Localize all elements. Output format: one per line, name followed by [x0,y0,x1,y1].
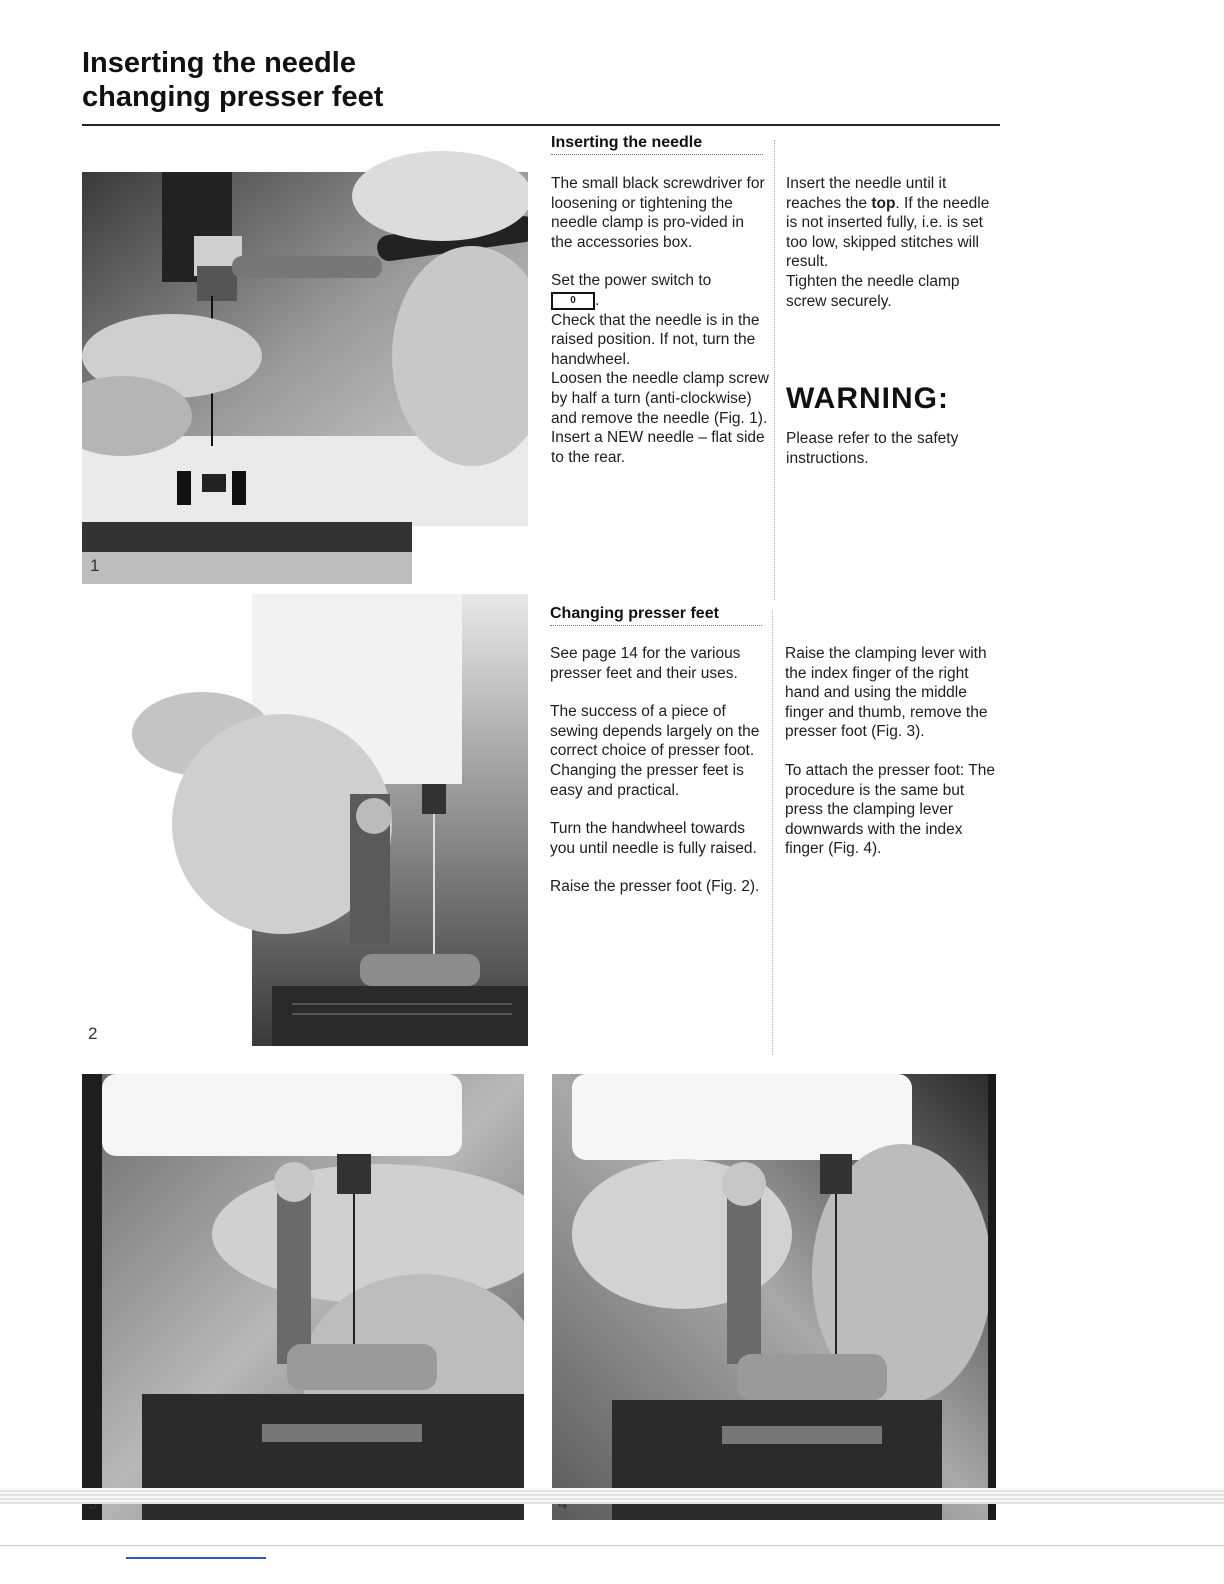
feet-paragraph-clamping-lever: Raise the clamping lever with the index finger of the right hand and using the middle finger and thumb, remove the presser foot (Fig. 3). [785,645,988,741]
needle-paragraph-power-switch [551,271,769,291]
figure-1-number: 1 [90,556,100,575]
page-title-line-1: Inserting the needle [82,47,356,79]
needle-paragraph-check-position: Check that the needle is in the raised position. If not, turn the handwheel. [551,311,760,368]
insert-top-pre: Insert the needle until it reaches the [786,175,947,212]
section-needle-heading: Inserting the needle [551,134,763,155]
feet-paragraph-attach: To attach the presser foot: The procedure is the same but press the clamping lever downwards with the index finger (Fig. 4). [785,761,995,858]
needle-paragraph-tighten: Tighten the needle clamp screw securely. [786,272,960,310]
bottom-rule [0,1545,1224,1546]
feet-paragraph-easy: Changing the presser feet is easy and practical. [550,761,744,799]
warning-heading: WARNING: [786,382,949,415]
feet-right-column [785,644,999,859]
column-divider-top [774,140,775,600]
section-feet-heading: Changing presser feet [550,605,762,626]
needle-paragraph-insert-new: Insert a NEW needle – flat side to the rear. [551,429,765,466]
page-title [82,46,383,114]
figure-3-photo [82,1074,524,1520]
feet-paragraph-see-page: See page 14 for the various presser feet and their uses. [550,645,741,682]
bottom-scan-band [0,1488,1224,1504]
column-divider-bottom [772,610,773,1055]
needle-switch-symbol-line: 0 . [551,291,769,311]
page-title-line-2: changing presser feet [82,81,384,113]
figure-1-photo [82,136,528,584]
warning-text: Please refer to the safety instructions. [786,430,959,467]
feet-paragraph-success: The success of a piece of sewing depends largely on the correct choice of presser foot. [550,703,760,760]
feet-left-column [550,644,768,897]
feet-paragraph-handwheel: Turn the handwheel towards you until needle is fully raised. [550,820,757,857]
needle-paragraph-loosen: Loosen the needle clamp screw by half a turn (anti-clockwise) and remove the needle (Fig. 1). [551,370,769,427]
feet-paragraph-raise-foot: Raise the presser foot (Fig. 2). [550,878,760,896]
figure-2-photo [82,594,528,1046]
needle-paragraph-screwdriver: The small black screwdriver for loosening or tightening the needle clamp is pro-vided in the accessories box. [551,175,765,251]
bottom-accent-line [126,1557,266,1559]
figure-2-number: 2 [88,1024,98,1043]
figure-4-photo [552,1074,996,1520]
needle-right-column [786,174,1000,311]
insert-top-post: . If the needle is not inserted fully, i.e. is set too low, skipped stitches will result. [786,194,990,271]
needle-paragraph-insert-top [786,174,1000,272]
needle-left-column [551,174,769,467]
needle-power-switch-text: Set the power switch to [551,272,712,290]
insert-top-bold: top [871,194,896,212]
title-rule [82,124,1000,126]
power-switch-symbol: 0 [551,292,595,310]
